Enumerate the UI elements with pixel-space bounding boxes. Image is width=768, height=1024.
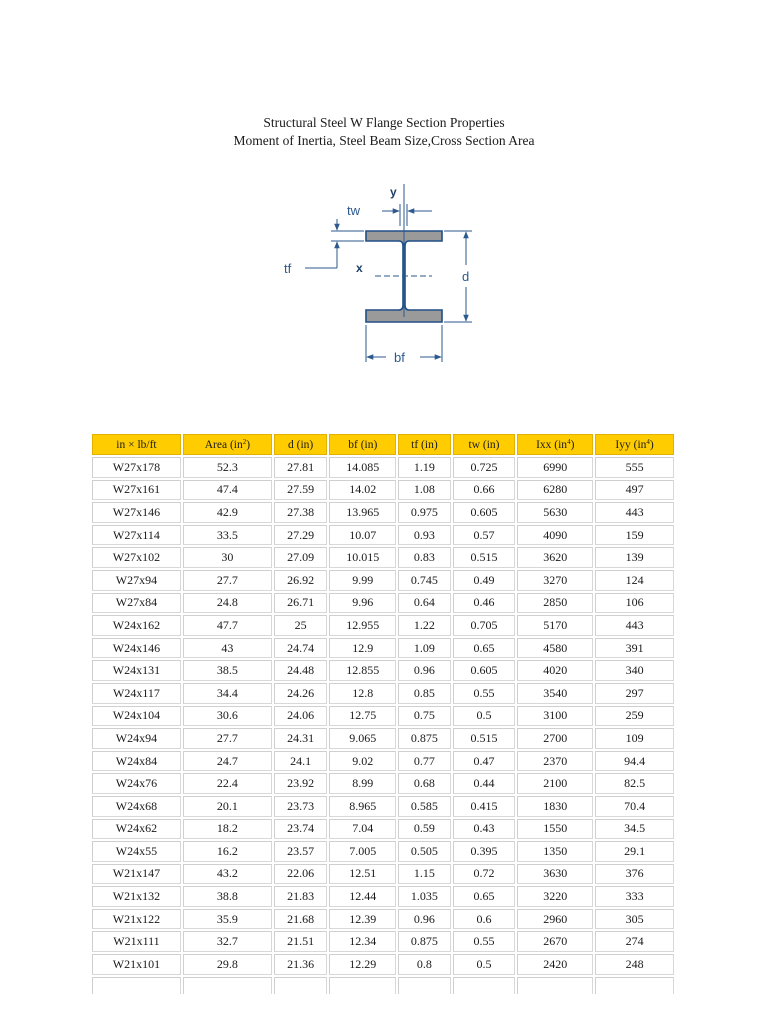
table-cell: 2100 [517, 773, 593, 794]
table-cell: 1.15 [398, 864, 451, 885]
table-cell: 0.66 [453, 480, 516, 501]
table-cell: 248 [595, 954, 674, 975]
column-header-label: Iyy (in [615, 439, 647, 451]
table-cell: 1350 [517, 841, 593, 862]
table-cell: 38.5 [183, 660, 272, 681]
table-row [92, 706, 674, 727]
table-row [92, 570, 674, 591]
table-row [92, 480, 674, 501]
table-cell: W24x68 [92, 796, 181, 817]
table-cell: 0.96 [398, 909, 451, 930]
table-cell: 38.8 [183, 886, 272, 907]
table-cell: 24.7 [183, 751, 272, 772]
column-header-close: ) [649, 439, 654, 451]
table-cell: 0.6 [453, 909, 516, 930]
table-cell: 0.47 [453, 751, 516, 772]
table-cell: 43.2 [183, 864, 272, 885]
table-cell: 24.8 [183, 593, 272, 614]
table-cell: W24x84 [92, 751, 181, 772]
table-row [92, 909, 674, 930]
table-cell: 1.22 [398, 615, 451, 636]
table-cell: 0.55 [453, 683, 516, 704]
column-header-close: ) [570, 439, 575, 451]
table-cell: 443 [595, 502, 674, 523]
table-cell: 0.605 [453, 502, 516, 523]
table-cell: 24.48 [274, 660, 328, 681]
table-cell: 2700 [517, 728, 593, 749]
table-cell: 12.44 [329, 886, 396, 907]
column-header [595, 434, 674, 455]
table-cell-empty [517, 977, 593, 994]
table-cell: 376 [595, 864, 674, 885]
table-cell: W27x84 [92, 593, 181, 614]
column-header-exponent: 4 [567, 438, 571, 446]
table-cell: 9.99 [329, 570, 396, 591]
table-cell: 12.39 [329, 909, 396, 930]
table-cell: 14.085 [329, 457, 396, 478]
table-cell: 23.74 [274, 819, 328, 840]
table-cell: 94.4 [595, 751, 674, 772]
table-row [92, 886, 674, 907]
table-cell: 0.55 [453, 931, 516, 952]
table-cell: 0.85 [398, 683, 451, 704]
w-flange-diagram-svg [0, 0, 768, 420]
table-cell: W21x132 [92, 886, 181, 907]
table-cell: 10.07 [329, 525, 396, 546]
table-cell: 124 [595, 570, 674, 591]
table-cell: 0.5 [453, 954, 516, 975]
table-cell: 2370 [517, 751, 593, 772]
table-cell: W24x146 [92, 638, 181, 659]
table-cell: 12.34 [329, 931, 396, 952]
table-cell: 24.74 [274, 638, 328, 659]
table-cell: 23.92 [274, 773, 328, 794]
table-cell: 1.19 [398, 457, 451, 478]
table-cell: 47.4 [183, 480, 272, 501]
table-cell: 2850 [517, 593, 593, 614]
table-cell: 1.08 [398, 480, 451, 501]
table-cell: 29.1 [595, 841, 674, 862]
table-cell: 12.51 [329, 864, 396, 885]
table-row [92, 683, 674, 704]
table-cell: W27x178 [92, 457, 181, 478]
table-cell: W27x94 [92, 570, 181, 591]
table-cell: 3620 [517, 547, 593, 568]
column-header-label: bf (in) [348, 438, 378, 451]
table-cell: 274 [595, 931, 674, 952]
table-cell: W24x162 [92, 615, 181, 636]
w-flange-section-diagram [0, 0, 768, 420]
table-cell: 12.29 [329, 954, 396, 975]
table-cell: 3100 [517, 706, 593, 727]
table-header-row [92, 434, 674, 455]
column-header-label: Area (in [204, 439, 243, 451]
table-row [92, 593, 674, 614]
table-cell: 1550 [517, 819, 593, 840]
table-row [92, 547, 674, 568]
section-properties-table [90, 432, 676, 996]
table-cell: 12.9 [329, 638, 396, 659]
table-cell-empty [183, 977, 272, 994]
table-cell: 24.1 [274, 751, 328, 772]
table-cell: W27x114 [92, 525, 181, 546]
column-header-label: in × lb/ft [116, 438, 157, 451]
table-cell: 391 [595, 638, 674, 659]
table-cell: 0.515 [453, 728, 516, 749]
table-cell: 106 [595, 593, 674, 614]
column-header-label: tw (in) [468, 438, 500, 451]
table-cell: 0.725 [453, 457, 516, 478]
table-cell: 26.71 [274, 593, 328, 614]
table-row [92, 660, 674, 681]
table-cell: 8.99 [329, 773, 396, 794]
table-cell: 47.7 [183, 615, 272, 636]
column-header [183, 434, 272, 455]
table-row [92, 751, 674, 772]
table-cell: 27.7 [183, 570, 272, 591]
table-cell: 0.83 [398, 547, 451, 568]
table-cell: 0.505 [398, 841, 451, 862]
table-row [92, 954, 674, 975]
y-axis-label: y [390, 185, 397, 199]
table-cell: W21x111 [92, 931, 181, 952]
table-cell-empty [92, 977, 181, 994]
table-cell: 42.9 [183, 502, 272, 523]
table-cell: 3270 [517, 570, 593, 591]
table-cell: 12.75 [329, 706, 396, 727]
table-cell: 1.035 [398, 886, 451, 907]
table-cell: 2960 [517, 909, 593, 930]
table-cell: 21.83 [274, 886, 328, 907]
table-cell: 0.57 [453, 525, 516, 546]
table-cell: 70.4 [595, 796, 674, 817]
table-cell: 26.92 [274, 570, 328, 591]
table-cell: 0.68 [398, 773, 451, 794]
table-row [92, 864, 674, 885]
table-cell: 23.73 [274, 796, 328, 817]
table-cell-empty [453, 977, 516, 994]
table-cell: 305 [595, 909, 674, 930]
table-cell: 0.585 [398, 796, 451, 817]
table-cell: 10.015 [329, 547, 396, 568]
table-cell: W24x62 [92, 819, 181, 840]
table-cell: 27.38 [274, 502, 328, 523]
table-cell: 0.49 [453, 570, 516, 591]
table-cell-empty [595, 977, 674, 994]
table-cell: 4580 [517, 638, 593, 659]
table-cell: W24x104 [92, 706, 181, 727]
table-cell: 0.43 [453, 819, 516, 840]
table-cell: 9.02 [329, 751, 396, 772]
table-cell: 27.59 [274, 480, 328, 501]
column-header-close: ) [246, 439, 251, 451]
table-row [92, 638, 674, 659]
table-cell: 12.955 [329, 615, 396, 636]
column-header-exponent: 4 [646, 438, 650, 446]
title-line-2: Moment of Inertia, Steel Beam Size,Cross Section Area [233, 133, 535, 148]
table-cell: 3220 [517, 886, 593, 907]
table-cell: 4090 [517, 525, 593, 546]
table-cell: 6990 [517, 457, 593, 478]
x-axis-label: x [356, 261, 363, 275]
table-cell: 0.515 [453, 547, 516, 568]
column-header [274, 434, 328, 455]
table-cell: 30.6 [183, 706, 272, 727]
tf-label: tf [284, 261, 292, 276]
table-cell: W27x146 [92, 502, 181, 523]
table-cell: 14.02 [329, 480, 396, 501]
table-cell: 24.26 [274, 683, 328, 704]
column-header-label: d (in) [288, 438, 314, 451]
table-cell: 7.005 [329, 841, 396, 862]
table-cell: 22.4 [183, 773, 272, 794]
table-cell: 0.77 [398, 751, 451, 772]
table-cell: 6280 [517, 480, 593, 501]
table-cell: W24x94 [92, 728, 181, 749]
table-cell: 7.04 [329, 819, 396, 840]
table-row-empty [92, 977, 674, 994]
table-row [92, 819, 674, 840]
column-header [517, 434, 593, 455]
table-cell: 20.1 [183, 796, 272, 817]
title-line-1: Structural Steel W Flange Section Properties [263, 115, 505, 130]
d-label: d [462, 269, 470, 284]
table-cell-empty [329, 977, 396, 994]
table-cell: 4020 [517, 660, 593, 681]
table-cell: 0.605 [453, 660, 516, 681]
table-cell: W21x101 [92, 954, 181, 975]
table-cell: 109 [595, 728, 674, 749]
table-cell: 33.5 [183, 525, 272, 546]
table-cell: W21x147 [92, 864, 181, 885]
table-cell: 0.745 [398, 570, 451, 591]
table-cell: 9.96 [329, 593, 396, 614]
table-cell: 23.57 [274, 841, 328, 862]
table-cell: 0.395 [453, 841, 516, 862]
table-row [92, 796, 674, 817]
table-cell: 32.7 [183, 931, 272, 952]
table-cell: 555 [595, 457, 674, 478]
table-cell: 0.65 [453, 638, 516, 659]
column-header-label: tf (in) [411, 438, 438, 451]
table-cell: 25 [274, 615, 328, 636]
table-cell: 0.705 [453, 615, 516, 636]
table-cell: 0.93 [398, 525, 451, 546]
section-properties-table-container [90, 432, 674, 996]
table-cell: 43 [183, 638, 272, 659]
table-cell: 0.64 [398, 593, 451, 614]
table-cell: W27x161 [92, 480, 181, 501]
table-cell: 21.51 [274, 931, 328, 952]
table-cell: 9.065 [329, 728, 396, 749]
table-row [92, 525, 674, 546]
table-cell: 340 [595, 660, 674, 681]
table-row [92, 931, 674, 952]
table-cell: W21x122 [92, 909, 181, 930]
table-cell: W24x117 [92, 683, 181, 704]
table-cell: 5170 [517, 615, 593, 636]
table-cell: 159 [595, 525, 674, 546]
table-cell: 0.72 [453, 864, 516, 885]
table-cell: 13.965 [329, 502, 396, 523]
table-cell: 35.9 [183, 909, 272, 930]
table-cell: 30 [183, 547, 272, 568]
table-cell: 0.65 [453, 886, 516, 907]
table-cell: 0.46 [453, 593, 516, 614]
table-cell: 259 [595, 706, 674, 727]
table-cell: 297 [595, 683, 674, 704]
table-cell: 0.96 [398, 660, 451, 681]
table-cell: 497 [595, 480, 674, 501]
table-cell: 0.5 [453, 706, 516, 727]
table-cell: 5630 [517, 502, 593, 523]
table-cell: 27.7 [183, 728, 272, 749]
table-cell: 0.44 [453, 773, 516, 794]
table-cell: 333 [595, 886, 674, 907]
table-row [92, 615, 674, 636]
column-header [329, 434, 396, 455]
table-cell-empty [274, 977, 328, 994]
table-cell: 0.8 [398, 954, 451, 975]
table-cell: 2670 [517, 931, 593, 952]
table-body [92, 457, 674, 994]
table-cell: 1.09 [398, 638, 451, 659]
table-cell: W27x102 [92, 547, 181, 568]
table-cell: 12.8 [329, 683, 396, 704]
table-row [92, 728, 674, 749]
tw-label: tw [347, 203, 360, 218]
table-row [92, 773, 674, 794]
table-row [92, 457, 674, 478]
table-cell: W24x55 [92, 841, 181, 862]
table-cell: 82.5 [595, 773, 674, 794]
table-cell: 0.975 [398, 502, 451, 523]
table-cell: 16.2 [183, 841, 272, 862]
table-cell: 3630 [517, 864, 593, 885]
table-cell: 24.06 [274, 706, 328, 727]
table-cell: 52.3 [183, 457, 272, 478]
table-cell: 0.59 [398, 819, 451, 840]
column-header [398, 434, 451, 455]
table-row [92, 841, 674, 862]
column-header [92, 434, 181, 455]
column-header-label: Ixx (in [536, 439, 568, 451]
table-cell: 12.855 [329, 660, 396, 681]
table-cell: 0.415 [453, 796, 516, 817]
table-cell: 8.965 [329, 796, 396, 817]
table-cell: 0.875 [398, 931, 451, 952]
table-cell: 3540 [517, 683, 593, 704]
table-cell: 2420 [517, 954, 593, 975]
table-cell: 34.4 [183, 683, 272, 704]
column-header-exponent: 2 [242, 438, 247, 446]
table-cell: 21.68 [274, 909, 328, 930]
table-cell: 34.5 [595, 819, 674, 840]
table-cell: 0.875 [398, 728, 451, 749]
table-cell: 0.75 [398, 706, 451, 727]
table-cell: 27.09 [274, 547, 328, 568]
table-cell: 1830 [517, 796, 593, 817]
table-cell: 18.2 [183, 819, 272, 840]
table-cell: 139 [595, 547, 674, 568]
table-cell-empty [398, 977, 451, 994]
table-cell: W24x131 [92, 660, 181, 681]
column-header [453, 434, 516, 455]
table-cell: 24.31 [274, 728, 328, 749]
table-cell: W24x76 [92, 773, 181, 794]
table-cell: 21.36 [274, 954, 328, 975]
table-cell: 443 [595, 615, 674, 636]
table-cell: 22.06 [274, 864, 328, 885]
table-row [92, 502, 674, 523]
table-cell: 29.8 [183, 954, 272, 975]
table-cell: 27.29 [274, 525, 328, 546]
table-cell: 27.81 [274, 457, 328, 478]
bf-label: bf [394, 350, 405, 365]
